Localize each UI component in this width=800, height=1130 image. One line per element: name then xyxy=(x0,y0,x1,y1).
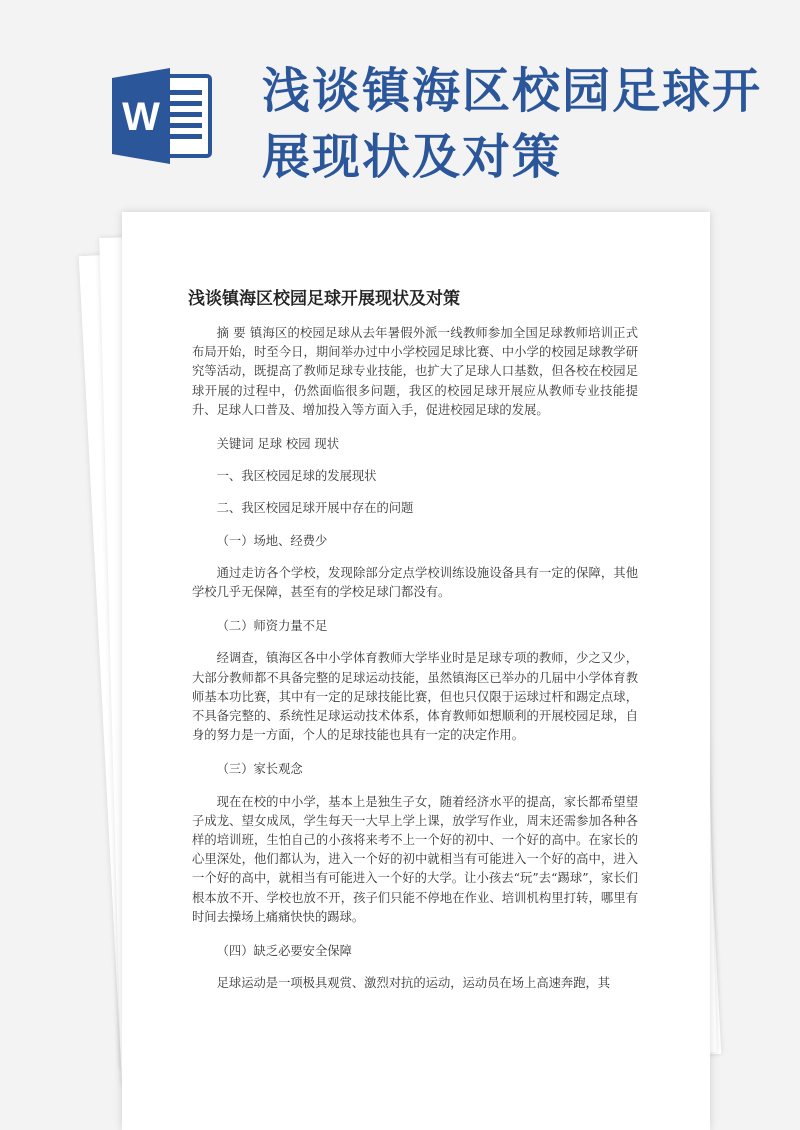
subsection-heading: （二）师资力量不足 xyxy=(216,619,328,634)
document-page xyxy=(122,212,710,1130)
document-title: 浅谈镇海区校园足球开展现状及对策 xyxy=(188,289,460,309)
abstract-paragraph: 摘 要 镇海区的校园足球从去年暑假外派一线教师参加全国足球教师培训正式布局开始，时至今日，期间举办过中小学校园足球比赛、中小学的校园足球教学研究等活动，既提高了教师足球专业技能，也扩大了足球人口基数，但各校在校园足球开展的过程中，仍然面临很多问题，我区的校园足球开展应从教师专业技能提升、足球人口普及、增加投入等方面入手，促进校园足球的发展。 xyxy=(192,326,638,417)
section-heading: 一、我区校园足球的发展现状 xyxy=(216,469,377,484)
section-heading: 二、我区校园足球开展中存在的问题 xyxy=(216,501,414,516)
document-body xyxy=(192,324,638,1008)
word-logo-letter: W xyxy=(122,95,160,139)
body-paragraph: 经调查，镇海区各中小学体育教师大学毕业时是足球专项的教师，少之又少，大部分教师都不具备完整的足球运动技能，虽然镇海区已举办的几届中小学体育教师基本功比赛，其中有一定的足球技能比赛，但也只仅限于运球过杆和踢定点球，不具备完整的、系统性足球运动技术体系，体育教师如想顺利的开展校园足球，自身的努力是一方面，个人的足球技能也具有一定的决定作用。 xyxy=(192,651,638,743)
word-document-icon xyxy=(108,62,216,170)
subsection-heading: （三）家长观念 xyxy=(216,762,303,777)
body-paragraph: 现在在校的中小学，基本上是独生子女，随着经济水平的提高，家长都希望望子成龙、望女成凤，学生每天一大早上学上课，放学写作业，周末还需参加各种各样的培训班，生怕自己的小孩将来考不上一个好的初中、一个好的高中。在家长的心里深处，他们都认为，进入一个好的初中就相当有可能进入一个好的高中，进入一个好的高中，就相当有可能进入一个好的大学。让小孩去“玩”去“踢球”，家长们根本放不开、学校也放不开，孩子们只能不停地在作业、培训机构里打转，哪里有时间去操场上痛痛快快的踢球。 xyxy=(192,794,638,924)
keywords-line: 关键词 足球 校园 现状 xyxy=(216,437,339,452)
body-paragraph: 通过走访各个学校，发现除部分定点学校训练设施设备具有一定的保障，其他学校几乎无保障，甚至有的学校足球门都没有。 xyxy=(192,565,638,600)
subsection-heading: （四）缺乏必要安全保障 xyxy=(216,944,352,959)
page-title: 浅谈镇海区校园足球开展现状及对策 xyxy=(262,63,763,185)
subsection-heading: （一）场地、经费少 xyxy=(216,533,328,548)
body-paragraph: 足球运动是一项极具观赏、激烈对抗的运动，运动员在场上高速奔跑，其 xyxy=(216,976,611,991)
